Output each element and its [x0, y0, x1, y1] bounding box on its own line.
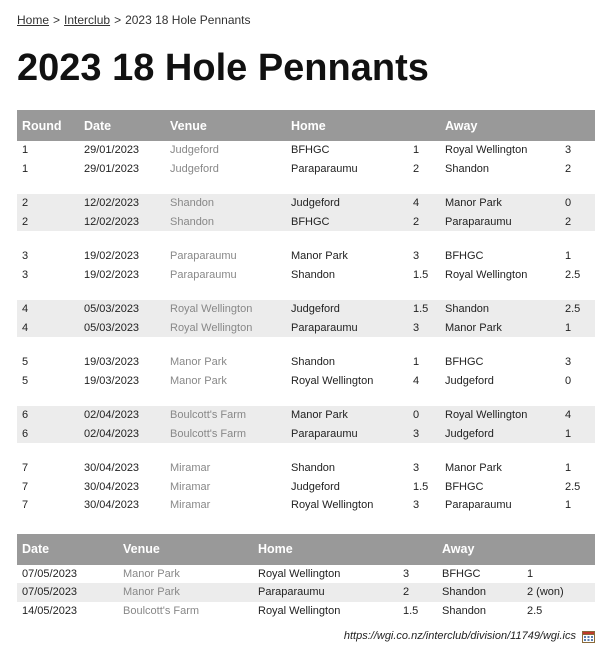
- home-score-cell: 2: [413, 162, 420, 175]
- group-spacer: [17, 390, 595, 398]
- spacer-cell: [17, 186, 595, 194]
- header-home: Home: [253, 534, 437, 565]
- group-spacer: [17, 284, 595, 292]
- group-spacer: [17, 515, 595, 523]
- venue-cell: Boulcott's Farm: [123, 604, 200, 617]
- venue-cell: Manor Park: [118, 583, 253, 602]
- away-team-cell: Shandon: [445, 162, 490, 175]
- breadcrumb-current: 2023 18 Hole Pennants: [125, 13, 251, 27]
- home-score-cell: 2: [408, 213, 440, 232]
- spacer-cell: [17, 284, 595, 292]
- away-score-cell: 1: [560, 319, 595, 338]
- round-cell: 7: [22, 499, 29, 511]
- table-row: [17, 213, 595, 232]
- round-cell: 2: [17, 213, 79, 232]
- venue-cell: Shandon: [165, 194, 286, 213]
- group-spacer: [17, 178, 595, 186]
- away-score-cell: 1: [527, 567, 534, 580]
- away-team-cell: Judgeford: [440, 425, 560, 444]
- venue-cell: Manor Park: [123, 567, 180, 580]
- spacer-cell: [17, 292, 595, 300]
- venue-cell: Royal Wellington: [165, 300, 286, 319]
- away-team-cell: Shandon: [437, 583, 522, 602]
- home-score-cell: 3: [408, 319, 440, 338]
- round-cell: 7: [22, 462, 29, 474]
- round-group: [17, 239, 595, 292]
- table-row: [17, 247, 595, 266]
- venue-cell: Miramar: [170, 462, 211, 474]
- away-team-cell: Shandon: [442, 604, 487, 617]
- away-team-cell: Manor Park: [445, 462, 502, 474]
- table-row: [17, 266, 595, 285]
- away-score-cell: 2.5: [527, 604, 543, 617]
- table-row: [17, 372, 595, 391]
- header-away: Away: [437, 534, 595, 565]
- round-cell: 4: [17, 300, 79, 319]
- calendar-icon[interactable]: [582, 630, 595, 643]
- away-score-cell: 1: [565, 499, 572, 511]
- page-title: 2023 18 Hole Pennants: [17, 47, 429, 89]
- home-team-cell: Judgeford: [286, 194, 408, 213]
- home-score-cell: 1.5: [408, 300, 440, 319]
- rounds-table: [17, 110, 595, 523]
- spacer-cell: [17, 337, 595, 345]
- group-spacer: [17, 443, 595, 451]
- date-cell: 19/03/2023: [84, 374, 140, 387]
- venue-cell: Manor Park: [170, 374, 227, 387]
- date-cell: 19/02/2023: [84, 250, 140, 262]
- round-cell: 5: [22, 374, 29, 387]
- group-spacer: [17, 186, 595, 194]
- round-cell: 3: [22, 250, 29, 262]
- venue-cell: Judgeford: [170, 162, 219, 175]
- group-spacer: [17, 398, 595, 406]
- home-team-cell: Judgeford: [291, 480, 340, 493]
- home-team-cell: Shandon: [291, 356, 336, 368]
- header-away: Away: [440, 110, 595, 141]
- date-cell: 12/02/2023: [79, 213, 165, 232]
- away-team-cell: Royal Wellington: [440, 406, 560, 425]
- breadcrumb-interclub-link[interactable]: Interclub: [64, 13, 111, 27]
- date-cell: 12/02/2023: [79, 194, 165, 213]
- away-score-cell: 3: [565, 356, 572, 368]
- home-team-cell: Paraparaumu: [291, 162, 358, 175]
- away-score-cell: 0: [565, 374, 572, 387]
- home-score-cell: 4: [413, 374, 420, 387]
- header-venue: Venue: [165, 110, 286, 141]
- date-cell: 30/04/2023: [84, 480, 140, 493]
- round-group: [17, 345, 595, 398]
- date-cell: 29/01/2023: [84, 144, 140, 156]
- table-row: [17, 353, 595, 372]
- home-score-cell: 1.5: [413, 480, 429, 493]
- header-venue: Venue: [118, 534, 253, 565]
- round-cell: 3: [22, 268, 29, 281]
- home-score-cell: 3: [413, 499, 420, 511]
- home-team-cell: Royal Wellington: [258, 604, 341, 617]
- home-score-cell: 3: [413, 462, 420, 474]
- home-team-cell: Royal Wellington: [291, 499, 374, 511]
- group-spacer: [17, 292, 595, 300]
- date-cell: 07/05/2023: [17, 583, 118, 602]
- group-spacer: [17, 231, 595, 239]
- venue-cell: Boulcott's Farm: [165, 406, 286, 425]
- home-score-cell: 3: [413, 250, 420, 262]
- finals-header-row: [17, 534, 595, 565]
- table-row: [17, 583, 595, 602]
- date-cell: 29/01/2023: [84, 162, 140, 175]
- venue-cell: Miramar: [170, 499, 211, 511]
- spacer-cell: [17, 345, 595, 353]
- away-score-cell: 4: [560, 406, 595, 425]
- group-spacer: [17, 337, 595, 345]
- round-cell: 1: [22, 162, 29, 175]
- spacer-cell: [17, 239, 595, 247]
- breadcrumb-home-link[interactable]: Home: [17, 13, 50, 27]
- away-team-cell: Shandon: [440, 300, 560, 319]
- finals-body: [17, 565, 595, 621]
- away-team-cell: BFHGC: [445, 480, 484, 493]
- date-cell: 14/05/2023: [22, 604, 78, 617]
- round-cell: 6: [17, 425, 79, 444]
- venue-cell: Shandon: [165, 213, 286, 232]
- home-team-cell: Shandon: [291, 462, 336, 474]
- date-cell: 02/04/2023: [79, 425, 165, 444]
- ics-url[interactable]: https://wgi.co.nz/interclub/division/11749/wgi.ics: [343, 630, 576, 642]
- home-team-cell: Royal Wellington: [291, 374, 374, 387]
- header-home: Home: [286, 110, 440, 141]
- home-score-cell: 1: [413, 356, 420, 368]
- table-row: [17, 141, 595, 160]
- away-score-cell: 2.5: [565, 268, 581, 281]
- spacer-cell: [17, 515, 595, 523]
- venue-cell: Manor Park: [170, 356, 227, 368]
- home-team-cell: Shandon: [291, 268, 336, 281]
- table-row: [17, 425, 595, 444]
- breadcrumb: [17, 12, 594, 28]
- away-team-cell: BFHGC: [442, 567, 481, 580]
- round-cell: 7: [22, 480, 29, 493]
- away-team-cell: Manor Park: [440, 194, 560, 213]
- venue-cell: Paraparaumu: [170, 268, 237, 281]
- table-row: [17, 319, 595, 338]
- spacer-cell: [17, 178, 595, 186]
- away-score-cell: 3: [565, 144, 572, 156]
- breadcrumb-separator: >: [114, 13, 122, 27]
- finals-table: [17, 534, 595, 621]
- round-group: [17, 398, 595, 451]
- away-score-cell: 2: [565, 162, 572, 175]
- round-group: [17, 292, 595, 345]
- ics-feed: [17, 628, 595, 644]
- spacer-cell: [17, 451, 595, 459]
- home-score-cell: 2: [398, 583, 437, 602]
- home-team-cell: Paraparaumu: [253, 583, 398, 602]
- round-cell: 2: [17, 194, 79, 213]
- home-score-cell: 0: [408, 406, 440, 425]
- round-cell: 1: [22, 144, 29, 156]
- home-team-cell: Paraparaumu: [286, 425, 408, 444]
- away-team-cell: BFHGC: [445, 356, 484, 368]
- round-group: [17, 451, 595, 523]
- table-row: [17, 565, 595, 584]
- venue-cell: Judgeford: [170, 144, 219, 156]
- date-cell: 05/03/2023: [79, 319, 165, 338]
- home-team-cell: Manor Park: [291, 250, 348, 262]
- table-row: [17, 478, 595, 497]
- round-cell: 6: [17, 406, 79, 425]
- home-team-cell: Judgeford: [286, 300, 408, 319]
- round-group: [17, 186, 595, 239]
- away-team-cell: Judgeford: [445, 374, 494, 387]
- home-score-cell: 1.5: [413, 268, 429, 281]
- away-team-cell: Royal Wellington: [445, 144, 528, 156]
- date-cell: 30/04/2023: [84, 462, 140, 474]
- table-row: [17, 300, 595, 319]
- home-team-cell: Royal Wellington: [258, 567, 341, 580]
- header-round: Round: [17, 110, 79, 141]
- table-row: [17, 602, 595, 621]
- away-score-cell: 1: [565, 250, 572, 262]
- home-team-cell: Paraparaumu: [286, 319, 408, 338]
- away-score-cell: 0: [560, 194, 595, 213]
- home-score-cell: 3: [408, 425, 440, 444]
- group-spacer: [17, 451, 595, 459]
- home-team-cell: BFHGC: [291, 144, 330, 156]
- home-score-cell: 4: [408, 194, 440, 213]
- date-cell: 19/03/2023: [84, 356, 140, 368]
- table-row: [17, 496, 595, 515]
- home-team-cell: Manor Park: [286, 406, 408, 425]
- home-team-cell: BFHGC: [286, 213, 408, 232]
- spacer-cell: [17, 398, 595, 406]
- round-cell: 5: [22, 356, 29, 368]
- breadcrumb-separator: >: [53, 13, 61, 27]
- date-cell: 07/05/2023: [22, 567, 78, 580]
- away-score-cell: 2: [560, 213, 595, 232]
- table-row: [17, 194, 595, 213]
- date-cell: 05/03/2023: [79, 300, 165, 319]
- round-cell: 4: [17, 319, 79, 338]
- table-row: [17, 160, 595, 179]
- spacer-cell: [17, 231, 595, 239]
- home-score-cell: 1.5: [403, 604, 419, 617]
- away-score-cell: 1: [565, 462, 572, 474]
- spacer-cell: [17, 443, 595, 451]
- away-score-cell: 2.5: [565, 480, 581, 493]
- table-row: [17, 459, 595, 478]
- away-score-cell: 2.5: [560, 300, 595, 319]
- away-team-cell: Paraparaumu: [445, 499, 512, 511]
- rounds-header-row: [17, 110, 595, 141]
- date-cell: 30/04/2023: [84, 499, 140, 511]
- home-score-cell: 1: [413, 144, 420, 156]
- away-score-cell: 1: [560, 425, 595, 444]
- group-spacer: [17, 239, 595, 247]
- away-team-cell: Royal Wellington: [445, 268, 528, 281]
- venue-cell: Paraparaumu: [170, 250, 237, 262]
- date-cell: 02/04/2023: [79, 406, 165, 425]
- venue-cell: Royal Wellington: [165, 319, 286, 338]
- date-cell: 19/02/2023: [84, 268, 140, 281]
- away-score-cell: 2 (won): [522, 583, 595, 602]
- group-spacer: [17, 345, 595, 353]
- header-date: Date: [79, 110, 165, 141]
- home-score-cell: 3: [403, 567, 410, 580]
- table-row: [17, 406, 595, 425]
- round-group: [17, 141, 595, 186]
- away-team-cell: BFHGC: [445, 250, 484, 262]
- away-team-cell: Manor Park: [440, 319, 560, 338]
- venue-cell: Boulcott's Farm: [165, 425, 286, 444]
- away-team-cell: Paraparaumu: [440, 213, 560, 232]
- venue-cell: Miramar: [170, 480, 211, 493]
- header-date: Date: [17, 534, 118, 565]
- spacer-cell: [17, 390, 595, 398]
